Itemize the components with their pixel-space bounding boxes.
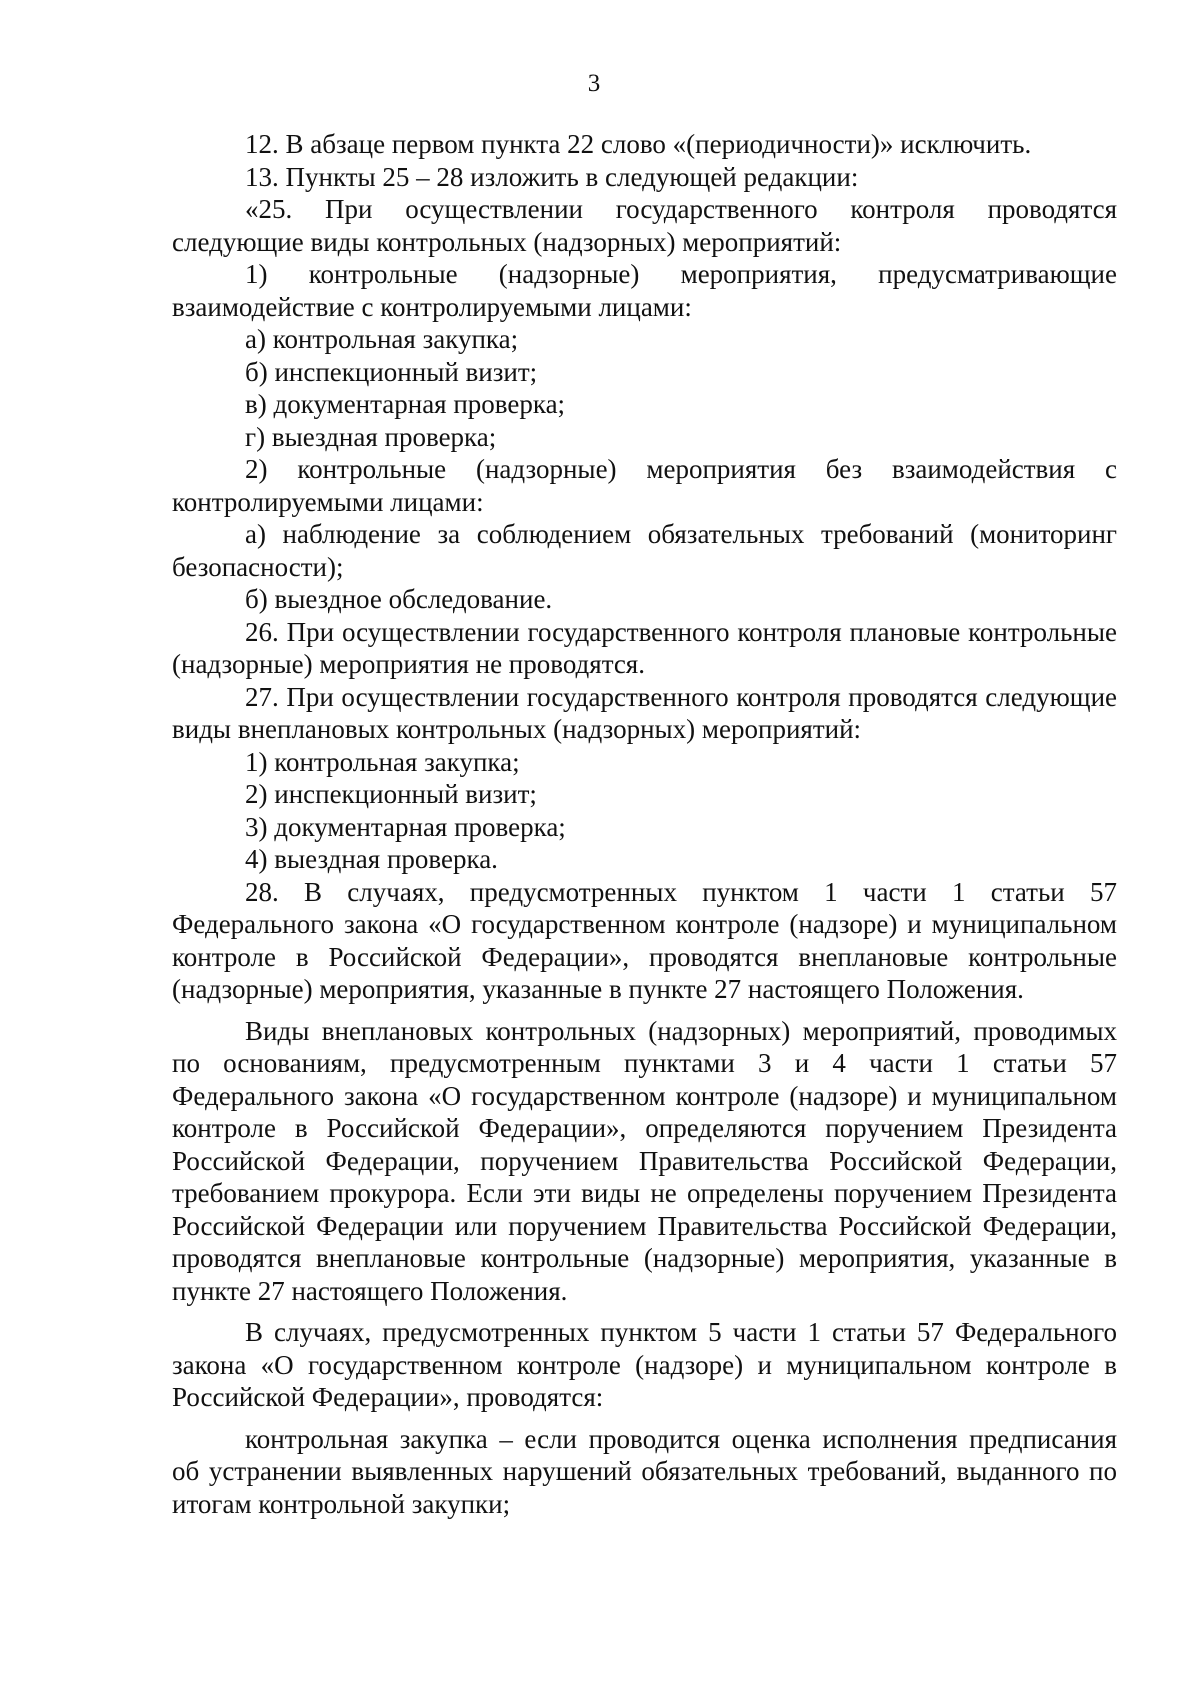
paragraph-26: 26. При осуществлении государственного контроля плановые контрольные (надзорные) мероприятия не проводятся. <box>172 616 1117 679</box>
paragraph-27: 27. При осуществлении государственного контроля проводятся следующие виды внеплановых контрольных (надзорных) мероприятий: <box>172 681 1117 744</box>
paragraph-28-cases: В случаях, предусмотренных пунктом 5 части 1 статьи 57 Федерального закона «О государственном контроле (надзоре) и муниципальном контроле в Российской Федерации», проводятся: <box>172 1317 1117 1412</box>
paragraph-13: 13. Пункты 25 – 28 изложить в следующей редакции: <box>245 161 859 192</box>
list-item-25-2: 2) контрольные (надзорные) мероприятия без взаимодействия с контролируемыми лицами: <box>172 454 1117 517</box>
list-item-27-3: 3) документарная проверка; <box>245 811 566 842</box>
list-item-27-4: 4) выездная проверка. <box>245 844 498 874</box>
list-item-25-1: 1) контрольные (надзорные) мероприятия, предусматривающие взаимодействие с контролируемыми лицами: <box>172 259 1117 322</box>
list-item-25-1a: а) контрольная закупка; <box>245 324 519 354</box>
paragraph-28-types: Виды внеплановых контрольных (надзорных) мероприятий, проводимых по основаниям, предусмотренным пунктами 3 и 4 части 1 статьи 57 Федерального закона «О государственном контроле (надзоре) и муниципальном контроле в Российской Федерации», определяются поручением Президента Российской Федерации, поручением Правительства Российской Федерации, требованием прокурора. Если эти виды не определены поручением Президента Российской Федерации или поручением Правительства Российской Федерации, проводятся внеплановые контрольные (надзорные) мероприятия, указанные в пункте 27 настоящего Положения. <box>172 1015 1117 1306</box>
document-body <box>172 128 1117 1520</box>
list-item-27-2: 2) инспекционный визит; <box>245 779 537 809</box>
list-item-27-1: 1) контрольная закупка; <box>245 746 520 777</box>
paragraph-28: 28. В случаях, предусмотренных пунктом 1 части 1 статьи 57 Федерального закона «О государственном контроле (надзоре) и муниципальном контроле в Российской Федерации», проводятся внеплановые контрольные (надзорные) мероприятия, указанные в пункте 27 настоящего Положения. <box>172 876 1117 1004</box>
list-item-25-1g: г) выездная проверка; <box>245 421 497 452</box>
list-item-25-1b: б) инспекционный визит; <box>245 356 538 387</box>
paragraph-12: 12. В абзаце первом пункта 22 слово «(периодичности)» исключить. <box>245 129 1032 159</box>
list-item-25-2a: а) наблюдение за соблюдением обязательных требований (мониторинг безопасности); <box>172 519 1117 582</box>
page-number: 3 <box>587 70 601 97</box>
list-item-25-2b: б) выездное обследование. <box>245 584 553 614</box>
paragraph-25: «25. При осуществлении государственного контроля проводятся следующие виды контрольных (надзорных) мероприятий: <box>172 194 1117 257</box>
paragraph-28-control-purchase: контрольная закупка – если проводится оценка исполнения предписания об устранении выявленных нарушений обязательных требований, выданного по итогам контрольной закупки; <box>172 1423 1117 1519</box>
list-item-25-1v: в) документарная проверка; <box>245 389 566 419</box>
